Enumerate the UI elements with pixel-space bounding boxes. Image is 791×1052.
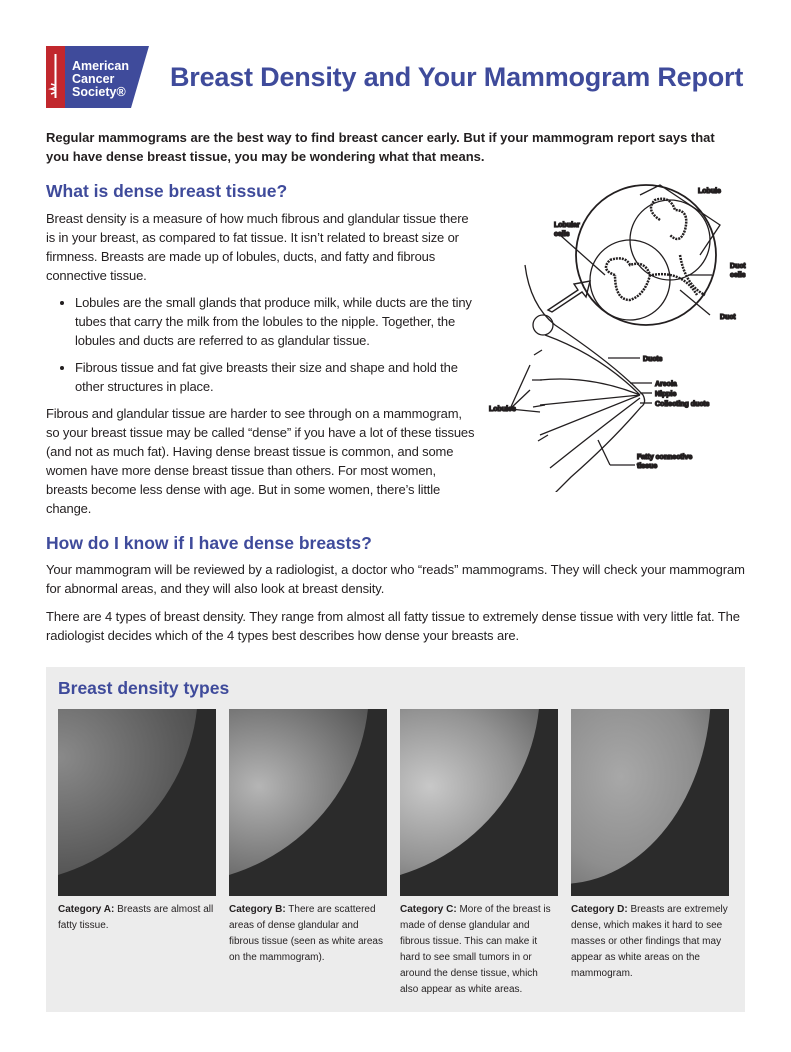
intro-text: Regular mammograms are the best way to find breast cancer early. But if your mammogram report says that you have dense breast tissue, you may be wondering what that means. <box>46 130 715 164</box>
category-label: Category A: <box>58 904 115 915</box>
american-cancer-society-logo[interactable] <box>46 46 149 108</box>
caption-a <box>58 902 216 934</box>
mammogram-image-a <box>58 709 216 896</box>
section-heading-dense-breasts: How do I know if I have dense breasts? <box>46 533 372 553</box>
mammogram-image-c <box>400 709 558 896</box>
density-card-a <box>58 709 216 998</box>
density-types-panel <box>46 667 745 1012</box>
svg-text:Cancer: Cancer <box>72 72 115 86</box>
svg-text:Society®: Society® <box>72 85 126 99</box>
category-label: Category C: <box>400 904 457 915</box>
label-lobule: Lobule <box>698 188 721 195</box>
bullet-item: • Lobules are the small glands that produce milk, while ducts are the tiny tubes that carry the milk from the lobules to the nipple. Together, the lobules and ducts are referred to as glandular tissue. <box>75 293 478 350</box>
bullet-item: • Fibrous tissue and fat give breasts their size and shape and hold the other structures in place. <box>75 358 478 396</box>
label-areola: Areola <box>655 381 677 388</box>
label-duct: Duct <box>720 314 736 321</box>
label-lobular-cells-2: cells <box>554 231 570 238</box>
caption-d <box>571 902 729 982</box>
density-cards <box>58 709 733 998</box>
category-label: Category D: <box>571 904 628 915</box>
page-title: Breast Density and Your Mammogram Report <box>170 62 744 92</box>
paragraph: Fibrous and glandular tissue are harder to see through on a mammogram, so your breast tissue may be called “dense” if you have a lot of these tissues (and not as much fat). Having dense breast tissue is common, and some women have more dense breast tissue than others. For most women, breasts become less dense with age. But in some women, there’s little change. <box>46 406 475 516</box>
label-ducts: Ducts <box>643 356 663 363</box>
category-text: There are scattered areas of dense glandular and fibrous tissue (seen as white areas on the mammogram). <box>229 904 383 963</box>
caption-b <box>229 902 387 966</box>
label-nipple: Nipple <box>655 391 677 398</box>
mammogram-image-d <box>571 709 729 896</box>
paragraph: There are 4 types of breast density. They range from almost all fatty tissue to extremely dense tissue with very little fat. The radiologist decides which of the 4 types best describes how dense your breasts are. <box>46 609 740 643</box>
category-text: Breasts are extremely dense, which makes it hard to see masses or other findings that may appear as white areas on the mammogram. <box>571 904 728 979</box>
label-duct-cells-2: cells <box>730 272 746 279</box>
category-text: Breasts are almost all fatty tissue. <box>58 904 214 931</box>
paragraph: Your mammogram will be reviewed by a radiologist, a doctor who “reads” mammograms. They will check your mammogram for abnormal areas, and they will also look at breast density. <box>46 562 745 596</box>
caption-c <box>400 902 558 998</box>
section-dense-breasts-body <box>46 560 746 645</box>
mammogram-image-b <box>229 709 387 896</box>
section-dense-tissue-body <box>46 209 478 518</box>
density-card-c <box>400 709 558 998</box>
density-card-b <box>229 709 387 998</box>
main-content-flow <box>46 209 746 1052</box>
section-heading-dense-tissue: What is dense breast tissue? <box>46 181 288 201</box>
label-lobular-cells: Lobular <box>554 222 580 229</box>
category-label: Category B: <box>229 904 286 915</box>
label-lobules: Lobules <box>489 406 516 413</box>
paragraph: Breast density is a measure of how much fibrous and glandular tissue there is in your breast, as compared to fat tissue. It isn’t related to breast size or firmness. Breasts are made up of lobules, ducts, and fatty and fibrous connective tissue. <box>46 211 469 283</box>
density-card-d <box>571 709 729 998</box>
density-types-heading: Breast density types <box>58 678 230 698</box>
label-collecting-ducts: Collecting ducts <box>655 401 710 408</box>
label-duct-cells: Duct <box>730 263 746 270</box>
label-fatty-tissue-2: tissue <box>637 463 658 470</box>
svg-text:American: American <box>72 59 129 73</box>
bullet-list <box>60 293 478 396</box>
category-text: More of the breast is made of dense glandular and fibrous tissue. This can make it hard to see small tumors in or around the dense tissue, which also appear as white areas. <box>400 904 551 995</box>
label-fatty-tissue: Fatty connective <box>637 454 693 461</box>
